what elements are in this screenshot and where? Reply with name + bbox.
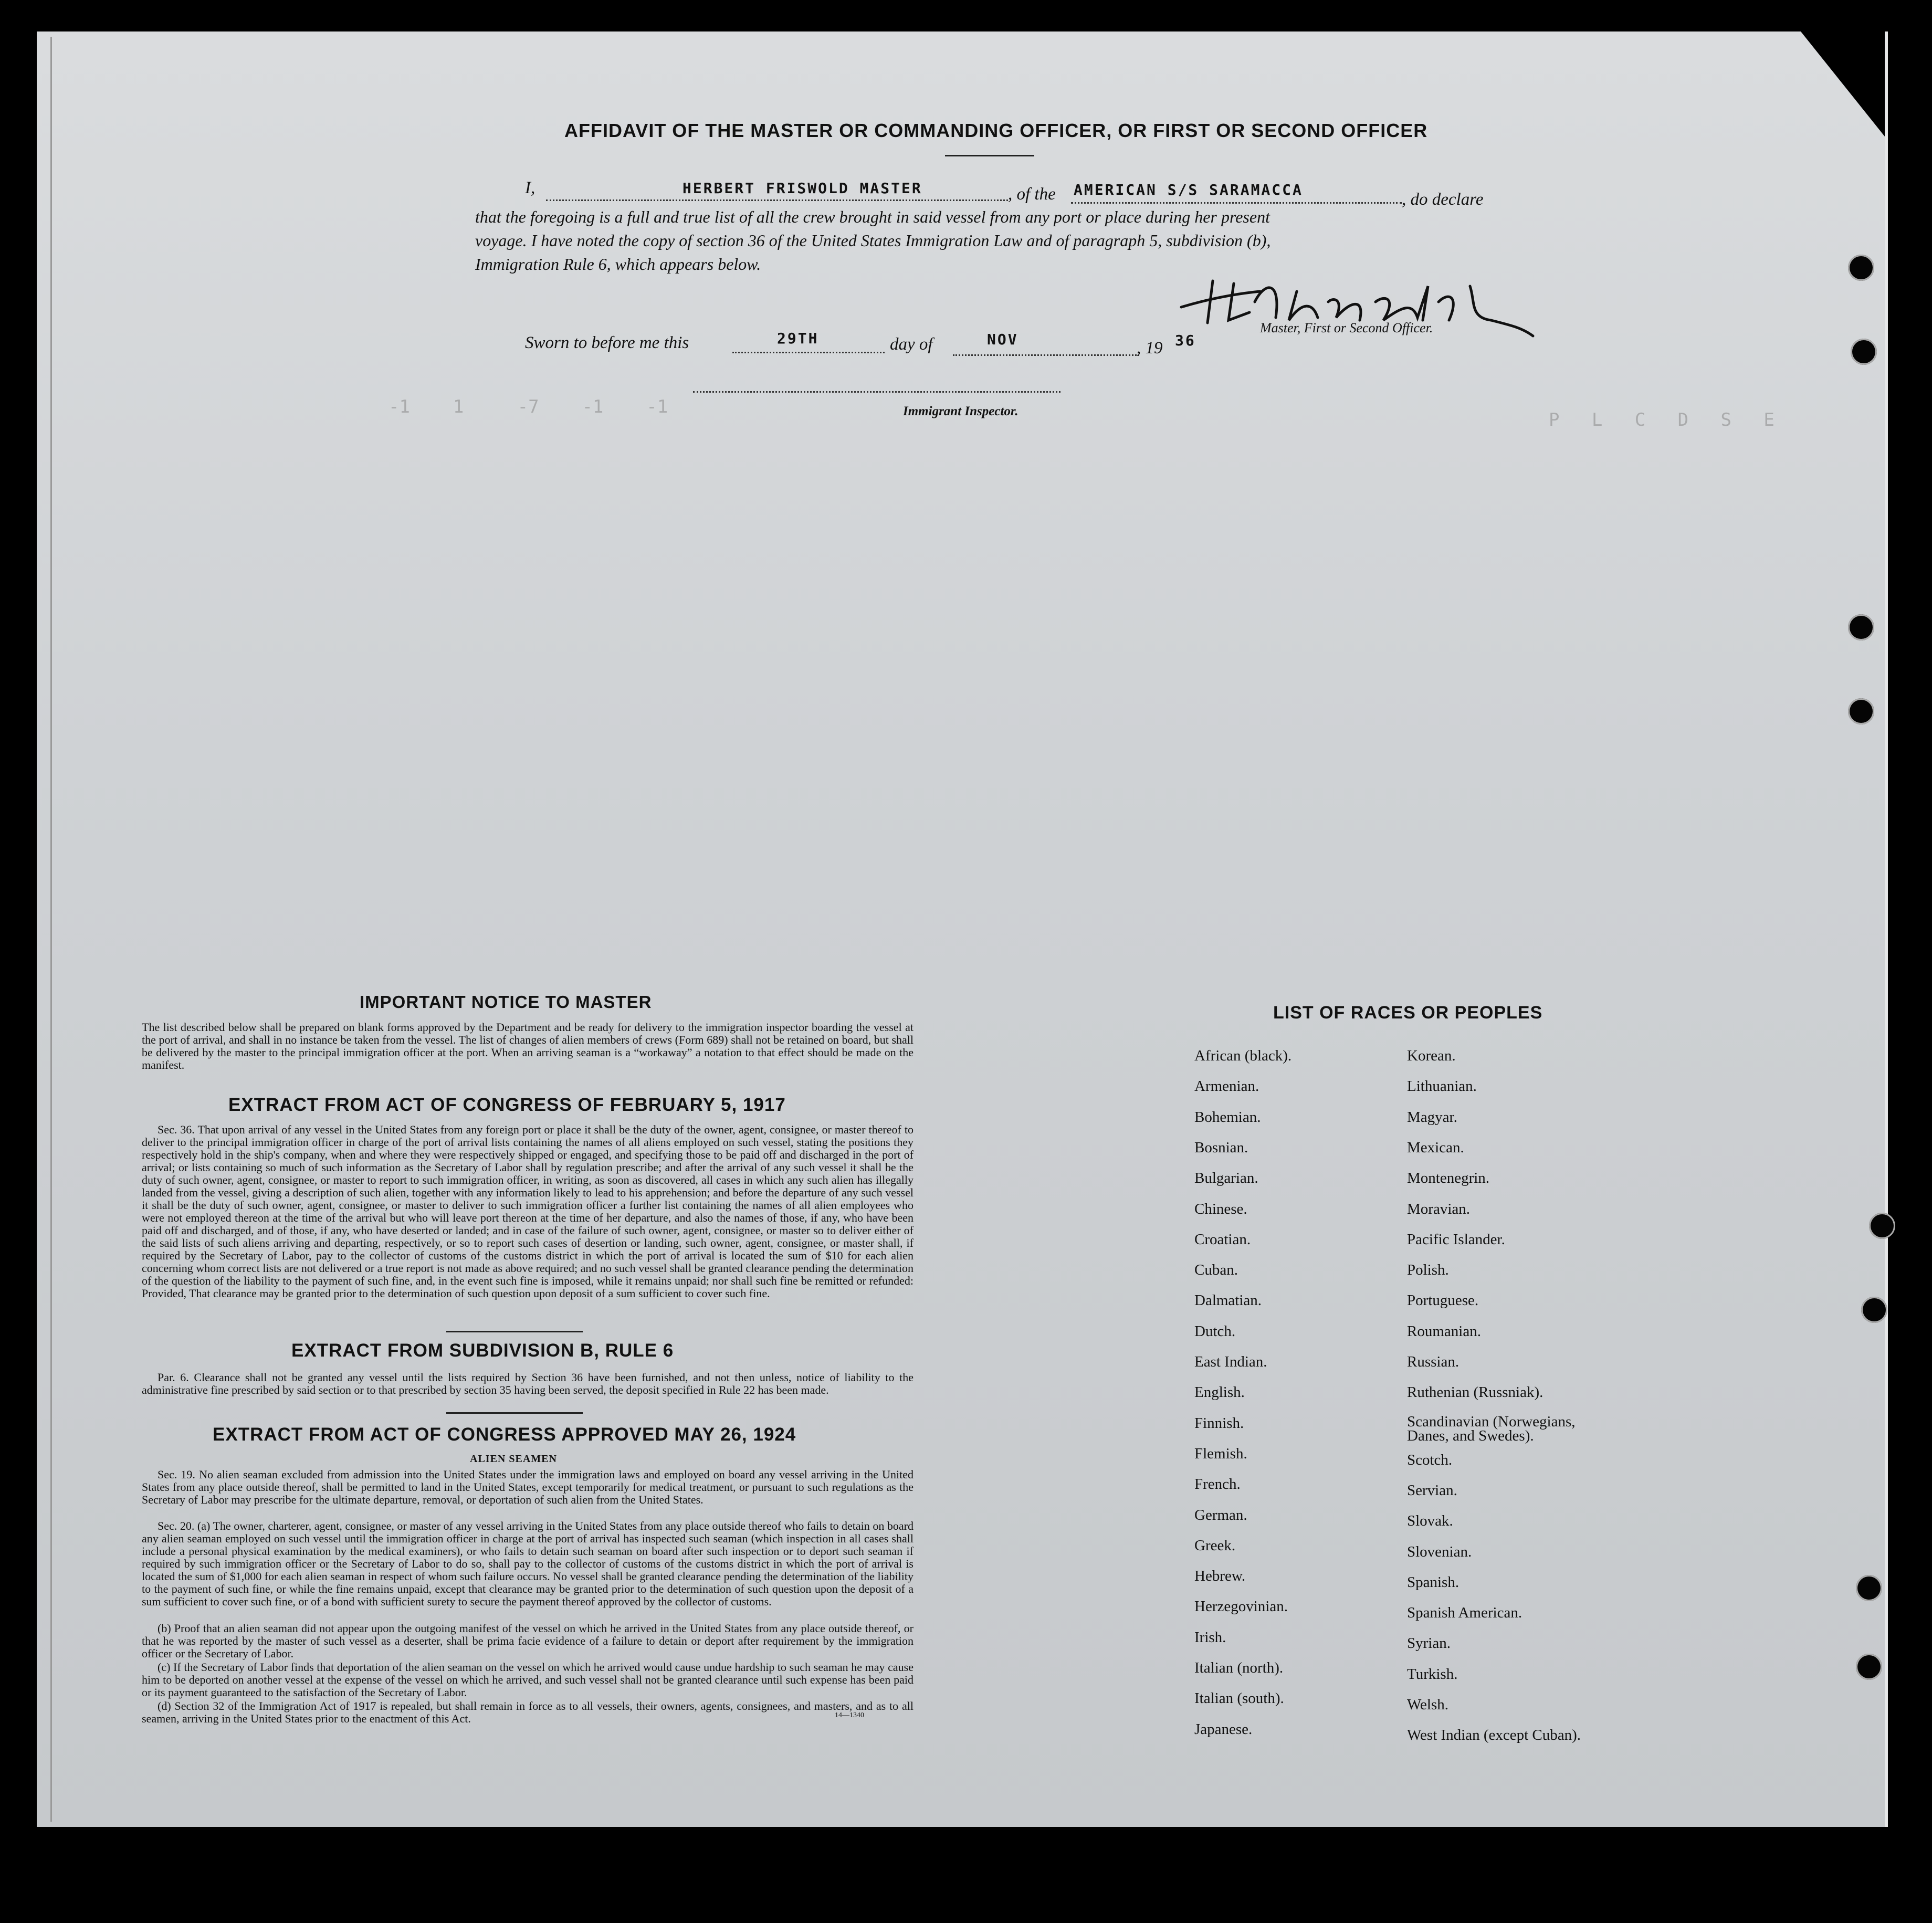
race-item: Slovenian.: [1407, 1543, 1472, 1560]
race-item: French.: [1194, 1476, 1241, 1493]
race-item: Chinese.: [1194, 1200, 1247, 1217]
inspector-signature-line: [693, 391, 1060, 393]
race-item: West Indian (except Cuban).: [1407, 1727, 1581, 1744]
day-of-label: day of: [890, 335, 933, 354]
race-item: Russian.: [1407, 1353, 1460, 1370]
race-item: Turkish.: [1407, 1665, 1458, 1683]
sworn-day-line: [732, 352, 885, 353]
sworn-month-line: [953, 354, 1139, 356]
punch-hole: [1848, 614, 1874, 640]
race-item: Dutch.: [1194, 1322, 1236, 1340]
vessel-name-line: [1071, 202, 1402, 204]
race-item: Polish.: [1407, 1262, 1449, 1279]
race-item: Irish.: [1194, 1628, 1226, 1646]
race-item: Hebrew.: [1194, 1568, 1246, 1585]
sworn-label: Sworn to before me this: [525, 333, 689, 352]
signature-caption: Master, First or Second Officer.: [1260, 320, 1433, 335]
extract-1917-title: EXTRACT FROM ACT OF CONGRESS OF FEBRUARY 5, 1917: [228, 1095, 786, 1115]
race-item: Spanish.: [1407, 1573, 1460, 1591]
race-item: Servian.: [1407, 1481, 1457, 1499]
sworn-year: 36: [1175, 332, 1196, 349]
race-item: Dalmatian.: [1194, 1292, 1262, 1309]
alien-seamen-subtitle: ALIEN SEAMEN: [470, 1453, 557, 1465]
race-item: Greek.: [1194, 1537, 1236, 1554]
race-item: Roumanian.: [1407, 1322, 1481, 1340]
race-item: Mexican.: [1407, 1139, 1464, 1156]
torn-corner: [1801, 31, 1885, 136]
race-item: Italian (south).: [1194, 1690, 1284, 1707]
race-item: Italian (north).: [1194, 1659, 1284, 1676]
affidavit-body-line1: that the foregoing is a full and true list of all the crew brought in said vessel from any port or place during her present: [475, 207, 1270, 226]
punch-hole: [1851, 339, 1877, 365]
extract-1917-body: Sec. 36. That upon arrival of any vessel in the United States from any foreign port or place it shall be the duty of the owner, agent, consignee, or master thereof to deliver to the principal immigration officer in charge of the port of arrival lists containing the names of all aliens employed on such vessel, stating the positions they respectively hold in the ship's company, when and where they were respectively shipped or engaged, and specifying those to be paid off and discharged in the port of arrival; or lists containing so much of such information as the Secretary of Labor shall by regulation prescribe; and after the arrival of any such vessel it shall be the duty of such owner, agent, consignee, or master to report to such immigration officer, in writing, as soon as discovered, all cases in which any such alien has illegally landed from the vessel, giving a description of such alien, together with any information likely to lead to his apprehension; and before the departure of any such vessel it shall be the duty of such owner, agent, consignee, or master to deliver to such immigration officer a further list containing the names of all alien employees who were not employed thereon at the time of the arrival but who will leave port thereon at the time of her departure, and also the names of those, if any, who have been paid off and discharged, and of those, if any, who have deserted or landed; and in case of the failure of such owner, agent, consignee, or master so to deliver either of the said lists of such aliens arriving and departing, respectively, or so to report such cases of desertion or landing, such owner, agent, consignee, or master shall, if required by the Secretary of Labor, pay to the collector of customs of the customs district in which the port of arrival is located the sum of $10 for each alien concerning whom correct lists are not delivered or a true report is not made as above required; and no such vessel shall be granted clearance pending the determination of the question of the liability to the payment of such fine, and, in the event such fine is imposed, while it remains unpaid; nor shall such fine be remitted or refunded: Provided, That clearance may be granted prior to the determination of such question upon deposit of a sum sufficient to cover such fine.: [142, 1123, 914, 1300]
race-item: East Indian.: [1194, 1353, 1267, 1370]
master-name: HERBERT FRISWOLD MASTER: [682, 180, 922, 197]
do-declare-label: , do declare: [1402, 190, 1484, 209]
extract-1924-sec20c: (c) If the Secretary of Labor finds that deportation of the alien seaman on the vessel on which he arrived would cause undue hardship to such seaman he may cause him to be deported on another vessel at the expense of the vessel on which he arrived, and such vessel shall not be granted clearance until such expense has been paid or its payment guaranteed to the satisfaction of the Secretary of Labor.: [142, 1661, 914, 1699]
affidavit-body-line2: voyage. I have noted the copy of section 36 of the United States Immigration Law and of paragraph 5, subdivision (b),: [475, 231, 1271, 250]
extract-rule6-body: Par. 6. Clearance shall not be granted any vessel until the lists required by Section 36 have been furnished, and not then unless, notice of liability to the administrative fine prescribed by said section or to that prescribed by section 35 having been served, the deposit specified in Rule 22 has been made.: [142, 1371, 914, 1396]
punch-hole: [1848, 698, 1874, 724]
race-item: English.: [1194, 1384, 1245, 1401]
race-item: Pacific Islander.: [1407, 1231, 1505, 1248]
punch-hole: [1856, 1575, 1882, 1601]
race-item: Bohemian.: [1194, 1108, 1261, 1126]
of-the-label: , of the: [1008, 185, 1056, 204]
race-item: Armenian.: [1194, 1078, 1259, 1095]
notice-title: IMPORTANT NOTICE TO MASTER: [360, 992, 652, 1012]
punch-hole: [1869, 1213, 1895, 1239]
i-label: I,: [525, 178, 536, 197]
race-item: Scandinavian (Norwegians, Danes, and Swedes).: [1407, 1413, 1576, 1444]
race-item: Japanese.: [1194, 1720, 1253, 1738]
race-item: Scotch.: [1407, 1451, 1453, 1468]
race-item: Welsh.: [1407, 1696, 1449, 1713]
race-item: Bulgarian.: [1194, 1170, 1258, 1187]
bleed-through-marks: -1 1 -7 -1 -1: [388, 396, 668, 417]
race-item: Croatian.: [1194, 1231, 1251, 1248]
race-item: Flemish.: [1194, 1445, 1247, 1462]
punch-hole: [1856, 1654, 1882, 1680]
race-item: African (black).: [1194, 1047, 1292, 1064]
form-number: 14—1340: [835, 1711, 864, 1719]
extract-1924-sec20b: (b) Proof that an alien seaman did not appear upon the outgoing manifest of the vessel on which he arrived in the United States from any place outside thereof, or that he was reported by the master of such vessel as a deserter, shall be prima facie evidence of a failure to detain or deport after requirement by the immigration officer or the Secretary of Labor.: [142, 1622, 914, 1660]
section-rule: [446, 1412, 583, 1414]
race-item: Finnish.: [1194, 1414, 1244, 1432]
race-item: German.: [1194, 1506, 1247, 1523]
extract-rule6-title: EXTRACT FROM SUBDIVISION B, RULE 6: [291, 1340, 674, 1361]
race-item: Bosnian.: [1194, 1139, 1248, 1156]
race-item: Moravian.: [1407, 1200, 1470, 1217]
affidavit-title: AFFIDAVIT OF THE MASTER OR COMMANDING OFFICER, OR FIRST OR SECOND OFFICER: [564, 120, 1428, 141]
master-name-line: [546, 199, 1008, 201]
sworn-day: 29TH: [777, 330, 819, 347]
race-item: Portuguese.: [1407, 1292, 1479, 1309]
races-title: LIST OF RACES OR PEOPLES: [1273, 1003, 1543, 1023]
race-item: Montenegrin.: [1407, 1170, 1490, 1187]
race-item: Slovak.: [1407, 1512, 1453, 1530]
title-rule: [945, 155, 1034, 156]
race-item: Lithuanian.: [1407, 1078, 1477, 1095]
bleed-through-marks: P L C D S E: [1549, 409, 1774, 430]
extract-1924-sec20d: (d) Section 32 of the Immigration Act of 1917 is repealed, but shall remain in force as to all vessels, their owners, agents, consignees, and masters, and as to all seamen, arriving in the United States prior to the enactment of this Act.: [142, 1699, 914, 1725]
race-item: Ruthenian (Russniak).: [1407, 1384, 1544, 1401]
extract-1924-sec20a: Sec. 20. (a) The owner, charterer, agent, consignee, or master of any vessel arriving in the United States from any place outside thereof who fails to detain on board any alien seaman employed on such vessel until the immigration officer in charge at the port of arrival has inspected such seaman (which inspection in all cases shall include a personal physical examination by the medical examiners), or who fails to detain such seaman on board after such inspection or to deport such seaman if required by such immigration officer or the Secretary of Labor to do so, shall pay to the collector of customs of the customs district in which the port of arrival is located the sum of $1,000 for each alien seaman in respect of whom such failure occurs. No vessel shall be granted clearance pending the determination of the liability to the payment of such fine, or while the fine remains unpaid, except that clearance may be granted prior to the determination of such question upon the deposit of a sum sufficient to cover such fine, or of a bond with sufficient surety to secure the payment thereof approved by the collector of customs.: [142, 1519, 914, 1608]
race-item: Syrian.: [1407, 1635, 1451, 1652]
punch-hole: [1861, 1297, 1887, 1323]
notice-body: The list described below shall be prepared on blank forms approved by the Department and be ready for delivery to the immigration inspector boarding the vessel at the port of arrival, and shall in no instance be taken from the vessel. The list of changes of alien members of crews (Form 689) shall not be retained on board, but shall be delivered by the master to the principal immigration officer at the port. When an arriving seaman is a “workaway” a notation to that effect should be made on the manifest.: [142, 1021, 914, 1071]
affidavit-body-line3: Immigration Rule 6, which appears below.: [475, 255, 761, 274]
sworn-month: NOV: [987, 331, 1018, 348]
punch-hole: [1848, 255, 1874, 281]
year-prefix: , 19: [1137, 339, 1163, 358]
section-rule: [446, 1331, 583, 1332]
inspector-caption: Immigrant Inspector.: [903, 404, 1018, 418]
race-item: Korean.: [1407, 1047, 1456, 1064]
vessel-name: AMERICAN S/S SARAMACCA: [1074, 181, 1303, 198]
extract-1924-sec19: Sec. 19. No alien seaman excluded from admission into the United States under the immigration laws and employed on board any vessel arriving in the United States from any place outside thereof, shall be permitted to land in the United States, except temporarily for medical treatment, or pursuant to such regulations as the Secretary of Labor may prescribe for the ultimate departure, removal, or deportation of such alien from the United States.: [142, 1468, 914, 1506]
extract-1924-title: EXTRACT FROM ACT OF CONGRESS APPROVED MAY 26, 1924: [213, 1424, 796, 1445]
race-item: Spanish American.: [1407, 1604, 1522, 1622]
race-item: Cuban.: [1194, 1262, 1238, 1279]
race-item: Magyar.: [1407, 1108, 1457, 1126]
race-item: Herzegovinian.: [1194, 1598, 1288, 1615]
